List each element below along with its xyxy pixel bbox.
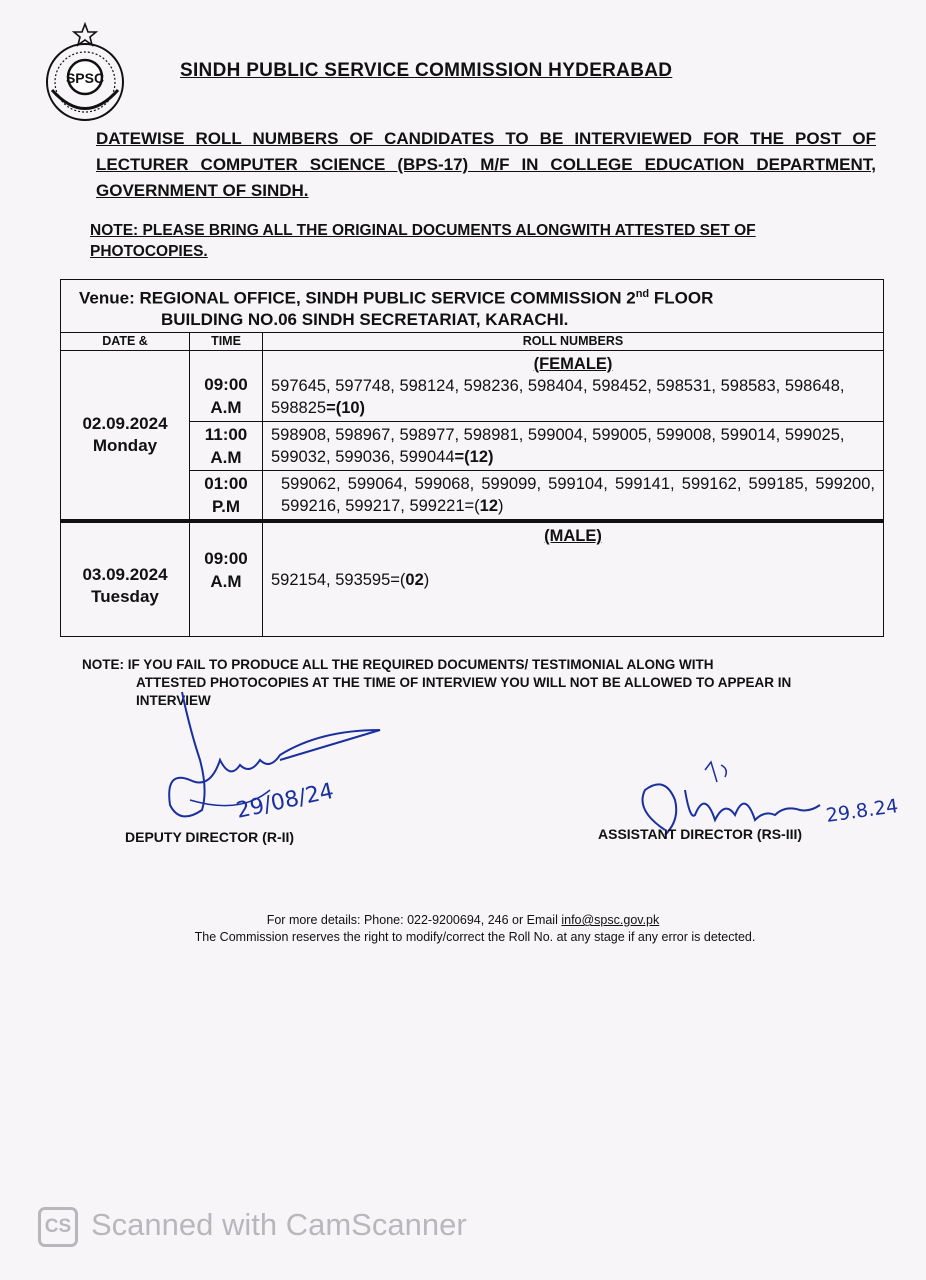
roll-count: =(10)	[326, 398, 366, 417]
note2-line2: ATTESTED PHOTOCOPIES AT THE TIME OF INTERVIEW YOU WILL NOT BE ALLOWED TO APPEAR IN	[136, 675, 792, 690]
am-pm: A.M	[210, 447, 242, 467]
deputy-director-signature	[160, 690, 400, 830]
category-label: (FEMALE)	[533, 354, 613, 373]
deputy-director-title: DEPUTY DIRECTOR (R-II)	[125, 829, 295, 845]
documents-note: NOTE: PLEASE BRING ALL THE ORIGINAL DOCUMENTS ALONGWITH ATTESTED SET OF PHOTOCOPIES.	[90, 222, 756, 260]
date-cell	[61, 521, 190, 637]
roll-count: 02	[405, 570, 424, 589]
logo-text: SPSC	[65, 70, 105, 86]
category-label: (MALE)	[544, 526, 602, 545]
note2-line3: INTERVIEW	[136, 693, 211, 708]
roll-cell	[263, 350, 884, 421]
time-cell	[190, 521, 263, 637]
contact-prefix: For more details: Phone: 022-9200694, 246 or Email	[266, 913, 562, 927]
time-cell	[190, 421, 263, 470]
disclaimer: The Commission reserves the right to modify/correct the Roll No. at any stage if any error is detected.	[194, 930, 756, 944]
roll-numbers: 598908, 598967, 598977, 598981, 599004, 599005, 599008, 599014, 599025, 599032, 599036, 599044	[271, 425, 845, 466]
note2-line1: NOTE: IF YOU FAIL TO PRODUCE ALL THE REQUIRED DOCUMENTS/ TESTIMONIAL ALONG WITH	[82, 657, 714, 672]
venue-line1-end: FLOOR	[649, 288, 714, 308]
roll-numbers: 597645, 597748, 598124, 598236, 598404, 598452, 598531, 598583, 598648, 598825	[271, 376, 845, 417]
weekday: Monday	[92, 435, 158, 455]
venue-cell	[61, 280, 884, 333]
time: 09:00	[204, 548, 248, 568]
header-rolls: ROLL NUMBERS	[263, 332, 884, 350]
roll-count: =(12)	[454, 447, 494, 466]
am-pm: P.M	[211, 496, 241, 516]
roll-cell	[263, 421, 884, 470]
time: 01:00	[204, 473, 248, 493]
venue-sup: nd	[635, 288, 650, 300]
contact-details	[0, 913, 926, 927]
table-row	[61, 521, 884, 637]
header-date: DATE &	[61, 332, 190, 350]
time: 11:00	[204, 424, 248, 444]
weekday: Tuesday	[91, 587, 159, 607]
assistant-director-title: ASSISTANT DIRECTOR (RS-III)	[598, 826, 803, 842]
venue-line2: BUILDING NO.06 SINDH SECRETARIAT, KARACHI.	[161, 309, 569, 329]
camscanner-icon: CS	[38, 1207, 78, 1247]
page-title: SINDH PUBLIC SERVICE COMMISSION HYDERABAD	[180, 60, 673, 81]
am-pm: A.M	[210, 571, 242, 591]
time: 09:00	[204, 374, 248, 394]
signature-date-right: 29.8.24	[824, 795, 900, 827]
venue-label: Venue:	[79, 288, 135, 308]
camscanner-watermark: Scanned with CamScanner	[91, 1207, 467, 1242]
time-cell	[190, 470, 263, 521]
roll-count-end: )	[498, 496, 504, 515]
roll-count: 12	[479, 496, 499, 515]
table-row	[61, 350, 884, 421]
table-header-row	[61, 332, 884, 350]
am-pm: A.M	[210, 397, 242, 417]
date-cell	[61, 350, 190, 521]
document-subtitle: DATEWISE ROLL NUMBERS OF CANDIDATES TO BE INTERVIEWED FOR THE POST OF LECTURER COMPUTER SCIENCE (BPS-17) M/F IN COLLEGE EDUCATION DEPARTMENT, GOVERNMENT OF SINDH.	[96, 129, 876, 200]
roll-numbers: 599062, 599064, 599068, 599099, 599104, 599141, 599162, 599185, 599200, 599216, 599217, 599221=(	[281, 474, 875, 515]
header-time: TIME	[190, 332, 263, 350]
roll-numbers: 592154, 593595=(	[271, 570, 406, 589]
date: 02.09.2024	[82, 413, 168, 433]
spsc-logo	[38, 22, 132, 122]
venue-line1: REGIONAL OFFICE, SINDH PUBLIC SERVICE COMMISSION 2	[139, 288, 636, 308]
interview-schedule-table	[60, 279, 884, 637]
roll-cell	[263, 521, 884, 637]
signature-date-left: 29/08/24	[234, 778, 336, 824]
date: 03.09.2024	[82, 565, 168, 585]
roll-count-end: )	[423, 570, 430, 589]
email-link[interactable]: info@spsc.gov.pk	[561, 913, 660, 927]
roll-cell	[263, 470, 884, 521]
time-cell	[190, 350, 263, 421]
